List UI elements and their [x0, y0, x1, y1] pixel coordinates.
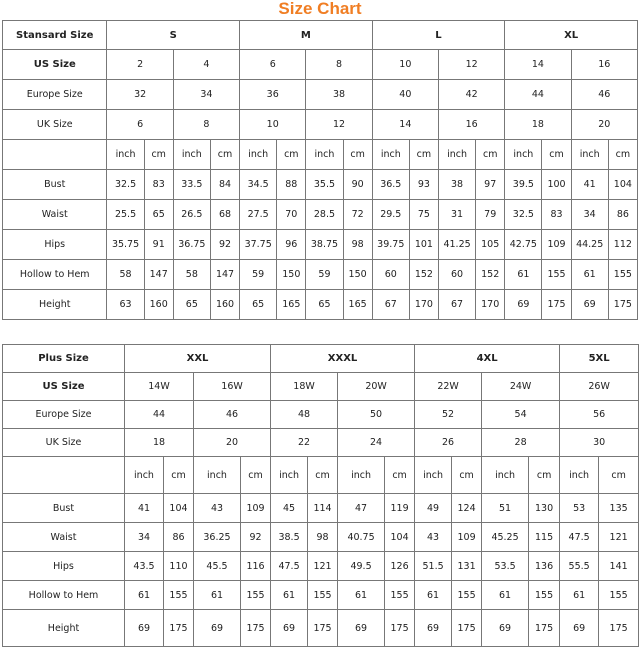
us-size-cell: 14: [505, 50, 571, 80]
us-size-cell: 20W: [338, 373, 415, 401]
uk-size-cell: 28: [482, 429, 560, 457]
measurement-cell: 27.5: [240, 200, 277, 230]
size-group-l: L: [372, 21, 505, 50]
size-group-s: S: [107, 21, 240, 50]
measurement-cell: 155: [529, 581, 560, 610]
uk-size-cell: 30: [560, 429, 639, 457]
table-row: [3, 260, 638, 290]
measurement-cell: 28.5: [306, 200, 343, 230]
measurement-cell: 67: [372, 290, 409, 320]
unit-cm: cm: [308, 457, 338, 494]
measurement-cell: 70: [277, 200, 306, 230]
us-size-cell: 6: [240, 50, 306, 80]
measurement-cell: 136: [529, 552, 560, 581]
measurement-cell: 84: [210, 170, 239, 200]
measurement-cell: 131: [452, 552, 482, 581]
measurement-cell: 44.25: [571, 230, 608, 260]
uk-size-cell: 12: [306, 110, 372, 140]
unit-inch: inch: [415, 457, 452, 494]
measurement-cell: 51.5: [415, 552, 452, 581]
europe-size-cell: 46: [571, 80, 637, 110]
measurement-cell: 38: [438, 170, 475, 200]
measurement-cell: 47: [338, 494, 385, 523]
unit-cm: cm: [385, 457, 415, 494]
table-row: [3, 21, 638, 50]
measurement-cell: 175: [608, 290, 637, 320]
unit-inch: inch: [571, 140, 608, 170]
measurement-label: Hips: [3, 230, 107, 260]
europe-size-cell: 38: [306, 80, 372, 110]
uk-size-cell: 20: [571, 110, 637, 140]
measurement-cell: 165: [343, 290, 372, 320]
unit-cm: cm: [343, 140, 372, 170]
us-size-cell: 22W: [415, 373, 482, 401]
measurement-cell: 83: [542, 200, 571, 230]
measurement-cell: 61: [125, 581, 164, 610]
europe-size-label: Europe Size: [3, 80, 107, 110]
measurement-cell: 41: [125, 494, 164, 523]
measurement-label: Bust: [3, 170, 107, 200]
europe-size-cell: 54: [482, 401, 560, 429]
europe-size-cell: 32: [107, 80, 173, 110]
measurement-label: Waist: [3, 523, 125, 552]
measurement-cell: 96: [277, 230, 306, 260]
measurement-cell: 155: [599, 581, 639, 610]
measurement-cell: 79: [476, 200, 505, 230]
measurement-cell: 61: [505, 260, 542, 290]
unit-cm: cm: [542, 140, 571, 170]
measurement-cell: 39.75: [372, 230, 409, 260]
table-row: [3, 140, 638, 170]
measurement-cell: 61: [271, 581, 308, 610]
unit-inch: inch: [240, 140, 277, 170]
us-size-cell: 16W: [194, 373, 271, 401]
measurement-cell: 68: [210, 200, 239, 230]
us-size-cell: 18W: [271, 373, 338, 401]
measurement-cell: 90: [343, 170, 372, 200]
measurement-cell: 175: [599, 610, 639, 647]
measurement-cell: 175: [542, 290, 571, 320]
measurement-cell: 42.75: [505, 230, 542, 260]
measurement-cell: 59: [306, 260, 343, 290]
measurement-cell: 105: [476, 230, 505, 260]
measurement-cell: 43: [194, 494, 241, 523]
measurement-cell: 109: [452, 523, 482, 552]
measurement-cell: 65: [173, 290, 210, 320]
us-size-cell: 26W: [560, 373, 639, 401]
measurement-cell: 26.5: [173, 200, 210, 230]
uk-size-cell: 20: [194, 429, 271, 457]
measurement-cell: 29.5: [372, 200, 409, 230]
uk-size-cell: 16: [438, 110, 504, 140]
table-row: [3, 80, 638, 110]
measurement-cell: 43.5: [125, 552, 164, 581]
measurement-cell: 61: [338, 581, 385, 610]
us-size-cell: 8: [306, 50, 372, 80]
size-group-5xl: 5XL: [560, 345, 639, 373]
measurement-cell: 55.5: [560, 552, 599, 581]
europe-size-cell: 40: [372, 80, 438, 110]
measurement-cell: 104: [608, 170, 637, 200]
measurement-cell: 170: [409, 290, 438, 320]
europe-size-cell: 44: [505, 80, 571, 110]
measurement-label: Height: [3, 290, 107, 320]
us-size-cell: 14W: [125, 373, 194, 401]
unit-cm: cm: [409, 140, 438, 170]
measurement-cell: 61: [415, 581, 452, 610]
measurement-cell: 40.75: [338, 523, 385, 552]
unit-inch: inch: [338, 457, 385, 494]
measurement-cell: 32.5: [107, 170, 144, 200]
measurement-cell: 60: [438, 260, 475, 290]
measurement-cell: 104: [164, 494, 194, 523]
measurement-cell: 34: [571, 200, 608, 230]
uk-size-cell: 26: [415, 429, 482, 457]
europe-size-cell: 48: [271, 401, 338, 429]
us-size-label: US Size: [3, 50, 107, 80]
europe-size-cell: 44: [125, 401, 194, 429]
measurement-cell: 121: [308, 552, 338, 581]
measurement-cell: 100: [542, 170, 571, 200]
measurement-cell: 109: [542, 230, 571, 260]
europe-size-cell: 36: [240, 80, 306, 110]
measurement-cell: 155: [241, 581, 271, 610]
measurement-cell: 88: [277, 170, 306, 200]
us-size-cell: 10: [372, 50, 438, 80]
measurement-cell: 155: [164, 581, 194, 610]
measurement-cell: 39.5: [505, 170, 542, 200]
measurement-cell: 61: [194, 581, 241, 610]
plus-size-table: [2, 344, 639, 647]
unit-cm: cm: [529, 457, 560, 494]
measurement-cell: 121: [599, 523, 639, 552]
uk-size-cell: 6: [107, 110, 173, 140]
measurement-cell: 51: [482, 494, 529, 523]
table-row: [3, 170, 638, 200]
measurement-cell: 58: [107, 260, 144, 290]
table-row: [3, 610, 639, 647]
europe-size-cell: 50: [338, 401, 415, 429]
europe-size-cell: 46: [194, 401, 271, 429]
measurement-label: Hollow to Hem: [3, 581, 125, 610]
europe-size-cell: 56: [560, 401, 639, 429]
measurement-cell: 98: [308, 523, 338, 552]
measurement-cell: 38.75: [306, 230, 343, 260]
measurement-cell: 37.75: [240, 230, 277, 260]
measurement-cell: 69: [571, 290, 608, 320]
measurement-cell: 32.5: [505, 200, 542, 230]
measurement-cell: 152: [476, 260, 505, 290]
measurement-cell: 175: [308, 610, 338, 647]
measurement-cell: 36.25: [194, 523, 241, 552]
us-size-cell: 24W: [482, 373, 560, 401]
measurement-cell: 124: [452, 494, 482, 523]
measurement-cell: 119: [385, 494, 415, 523]
unit-inch: inch: [560, 457, 599, 494]
measurement-cell: 69: [125, 610, 164, 647]
standard-size-table: [2, 20, 638, 320]
unit-inch: inch: [271, 457, 308, 494]
measurement-cell: 175: [529, 610, 560, 647]
measurement-cell: 25.5: [107, 200, 144, 230]
measurement-cell: 109: [241, 494, 271, 523]
standard-size-header: Stansard Size: [3, 21, 107, 50]
measurement-cell: 35.75: [107, 230, 144, 260]
us-size-label: US Size: [3, 373, 125, 401]
measurement-label: Hips: [3, 552, 125, 581]
unit-cm: cm: [452, 457, 482, 494]
measurement-cell: 69: [482, 610, 529, 647]
unit-inch: inch: [505, 140, 542, 170]
uk-size-cell: 10: [240, 110, 306, 140]
measurement-cell: 65: [306, 290, 343, 320]
plus-size-header: Plus Size: [3, 345, 125, 373]
measurement-cell: 170: [476, 290, 505, 320]
measurement-cell: 49: [415, 494, 452, 523]
us-size-cell: 2: [107, 50, 173, 80]
size-group-4xl: 4XL: [415, 345, 560, 373]
measurement-cell: 150: [343, 260, 372, 290]
table-row: [3, 457, 639, 494]
measurement-cell: 91: [144, 230, 173, 260]
measurement-cell: 35.5: [306, 170, 343, 200]
measurement-cell: 72: [343, 200, 372, 230]
unit-inch: inch: [372, 140, 409, 170]
uk-size-label: UK Size: [3, 429, 125, 457]
measurement-cell: 34.5: [240, 170, 277, 200]
uk-size-cell: 24: [338, 429, 415, 457]
unit-inch: inch: [438, 140, 475, 170]
measurement-cell: 155: [385, 581, 415, 610]
measurement-cell: 112: [608, 230, 637, 260]
measurement-cell: 69: [271, 610, 308, 647]
measurement-cell: 43: [415, 523, 452, 552]
unit-inch: inch: [306, 140, 343, 170]
measurement-cell: 155: [608, 260, 637, 290]
uk-size-cell: 22: [271, 429, 338, 457]
measurement-cell: 61: [482, 581, 529, 610]
size-group-xxl: XXL: [125, 345, 271, 373]
unit-header-blank: [3, 140, 107, 170]
size-group-xxxl: XXXL: [271, 345, 415, 373]
table-row: [3, 230, 638, 260]
measurement-cell: 141: [599, 552, 639, 581]
table-row: [3, 429, 639, 457]
chart-title: Size Chart: [278, 0, 362, 18]
measurement-cell: 69: [338, 610, 385, 647]
size-group-m: M: [240, 21, 373, 50]
measurement-cell: 147: [210, 260, 239, 290]
unit-cm: cm: [144, 140, 173, 170]
measurement-cell: 45: [271, 494, 308, 523]
unit-inch: inch: [107, 140, 144, 170]
measurement-cell: 69: [415, 610, 452, 647]
europe-size-cell: 52: [415, 401, 482, 429]
measurement-cell: 165: [277, 290, 306, 320]
measurement-cell: 69: [560, 610, 599, 647]
measurement-label: Bust: [3, 494, 125, 523]
table-row: [3, 290, 638, 320]
unit-cm: cm: [277, 140, 306, 170]
measurement-cell: 65: [240, 290, 277, 320]
measurement-cell: 45.5: [194, 552, 241, 581]
measurement-cell: 38.5: [271, 523, 308, 552]
measurement-cell: 36.75: [173, 230, 210, 260]
measurement-cell: 130: [529, 494, 560, 523]
measurement-cell: 47.5: [560, 523, 599, 552]
unit-cm: cm: [210, 140, 239, 170]
measurement-cell: 61: [571, 260, 608, 290]
measurement-label: Waist: [3, 200, 107, 230]
unit-cm: cm: [164, 457, 194, 494]
table-row: [3, 110, 638, 140]
measurement-cell: 34: [125, 523, 164, 552]
measurement-cell: 53: [560, 494, 599, 523]
table-row: [3, 401, 639, 429]
measurement-cell: 69: [505, 290, 542, 320]
unit-cm: cm: [608, 140, 637, 170]
measurement-cell: 160: [144, 290, 173, 320]
table-row: [3, 494, 639, 523]
us-size-cell: 16: [571, 50, 637, 80]
measurement-cell: 45.25: [482, 523, 529, 552]
unit-cm: cm: [476, 140, 505, 170]
unit-inch: inch: [194, 457, 241, 494]
table-row: [3, 581, 639, 610]
measurement-cell: 47.5: [271, 552, 308, 581]
unit-inch: inch: [482, 457, 529, 494]
measurement-cell: 116: [241, 552, 271, 581]
unit-inch: inch: [173, 140, 210, 170]
measurement-cell: 63: [107, 290, 144, 320]
measurement-cell: 58: [173, 260, 210, 290]
uk-size-cell: 8: [173, 110, 239, 140]
table-row: [3, 345, 639, 373]
measurement-cell: 59: [240, 260, 277, 290]
measurement-cell: 65: [144, 200, 173, 230]
measurement-cell: 53.5: [482, 552, 529, 581]
measurement-label: Hollow to Hem: [3, 260, 107, 290]
measurement-cell: 155: [452, 581, 482, 610]
measurement-cell: 155: [308, 581, 338, 610]
measurement-cell: 31: [438, 200, 475, 230]
measurement-cell: 92: [210, 230, 239, 260]
unit-inch: inch: [125, 457, 164, 494]
measurement-cell: 98: [343, 230, 372, 260]
europe-size-cell: 34: [173, 80, 239, 110]
measurement-label: Height: [3, 610, 125, 647]
measurement-cell: 33.5: [173, 170, 210, 200]
measurement-cell: 150: [277, 260, 306, 290]
measurement-cell: 69: [194, 610, 241, 647]
measurement-cell: 67: [438, 290, 475, 320]
measurement-cell: 175: [452, 610, 482, 647]
uk-size-cell: 18: [505, 110, 571, 140]
table-row: [3, 200, 638, 230]
measurement-cell: 115: [529, 523, 560, 552]
measurement-cell: 135: [599, 494, 639, 523]
measurement-cell: 147: [144, 260, 173, 290]
uk-size-label: UK Size: [3, 110, 107, 140]
measurement-cell: 41.25: [438, 230, 475, 260]
measurement-cell: 101: [409, 230, 438, 260]
measurement-cell: 110: [164, 552, 194, 581]
measurement-cell: 49.5: [338, 552, 385, 581]
measurement-cell: 86: [164, 523, 194, 552]
measurement-cell: 75: [409, 200, 438, 230]
table-row: [3, 523, 639, 552]
uk-size-cell: 14: [372, 110, 438, 140]
measurement-cell: 41: [571, 170, 608, 200]
measurement-cell: 61: [560, 581, 599, 610]
measurement-cell: 60: [372, 260, 409, 290]
measurement-cell: 93: [409, 170, 438, 200]
measurement-cell: 155: [542, 260, 571, 290]
measurement-cell: 114: [308, 494, 338, 523]
us-size-cell: 4: [173, 50, 239, 80]
table-row: [3, 552, 639, 581]
europe-size-cell: 42: [438, 80, 504, 110]
size-group-xl: XL: [505, 21, 638, 50]
measurement-cell: 160: [210, 290, 239, 320]
measurement-cell: 126: [385, 552, 415, 581]
measurement-cell: 175: [385, 610, 415, 647]
table-row: [3, 50, 638, 80]
measurement-cell: 152: [409, 260, 438, 290]
unit-cm: cm: [241, 457, 271, 494]
measurement-cell: 97: [476, 170, 505, 200]
unit-cm: cm: [599, 457, 639, 494]
measurement-cell: 36.5: [372, 170, 409, 200]
table-row: [3, 373, 639, 401]
measurement-cell: 92: [241, 523, 271, 552]
measurement-cell: 83: [144, 170, 173, 200]
measurement-cell: 175: [241, 610, 271, 647]
us-size-cell: 12: [438, 50, 504, 80]
measurement-cell: 86: [608, 200, 637, 230]
europe-size-label: Europe Size: [3, 401, 125, 429]
uk-size-cell: 18: [125, 429, 194, 457]
measurement-cell: 104: [385, 523, 415, 552]
unit-header-blank: [3, 457, 125, 494]
measurement-cell: 175: [164, 610, 194, 647]
